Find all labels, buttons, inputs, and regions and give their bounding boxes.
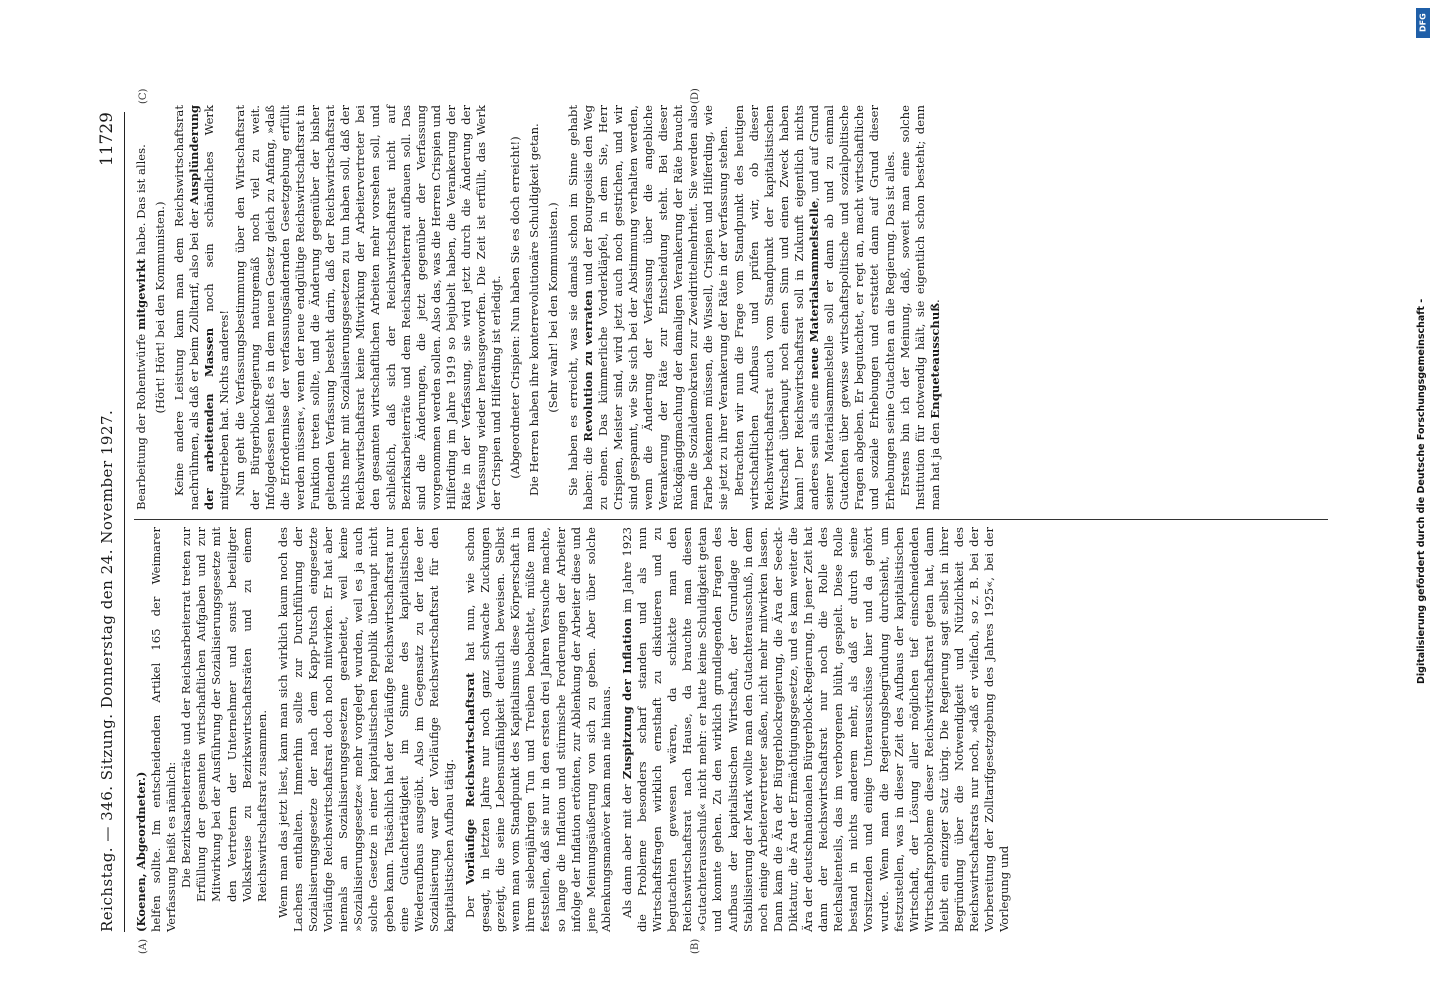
document-page <box>97 88 1338 962</box>
paragraph: Wenn man das jetzt liest, kann man sich wirklich kaum noch des Lachens enthalten. Immerhin sollte zur Durchführung der Sozialisierungsgesetze der nach dem Kapp-Putsch eingesetzte Vorläufige Reichswirtschaftsrat doch noch mitwirken. Er hat aber niemals an Sozialisierungsgesetzen gearbeitet, weil keine »Sozialisierungsgesetze« mehr vorgelegt wurden, weil es ja auch solche Gesetze in einer kapitalistischen Republik überhaupt nicht geben kann. Tatsächlich hat der Vorläufige Reichswirtschaftsrat nur eine Gutachtertätigkeit im Sinne des kapitalistischen Wiederaufbaus ausgeübt. Also im Gegensatz zu der Idee der Sozialisierung war der Vorläufige Reichswirtschaftsrat für den kapitalistischen Aufbau tätig. <box>275 527 456 932</box>
margin-marker-a: (A) <box>138 938 149 954</box>
page-number: 11729 <box>97 112 117 167</box>
margin-marker-b: (B) <box>690 938 701 954</box>
paragraph: Sie haben es erreicht, was sie damals schon im Sinne gehabt haben: die Revolution zu verraten und der Bourgeoisie den Weg zu ebnen. Das kümmerliche Vorderkläpfel, in dem Sie, Herr Crispien, Meister sind, wird jetzt auch noch gestrichen, und wir sind gespannt, wie Sie sich bei der Abstimmung verhalten werden, wenn die Änderung der Verfassung über die angebliche Verankerung der Räte zur Entscheidung steht. Bei dieser Rückgängigmachung der damaligen Verankerung der Räte braucht man die Sozialdemokraten zur Zweidrittelmehrheit. Sie werden also Farbe bekennen müssen, die Wissell, Crispien und Hilferding, wie sie jetzt zu ihrer Verankerung der Räte in der Verfassung stehen. <box>565 105 731 510</box>
paragraph: Als dann aber mit der Zuspitzung der Inflation im Jahre 1923 die Probleme besonders scharf standen und als nun Wirtschaftsfragen wirklich ernsthaft zu diskutieren und zu begutachten gewesen wären, da schickte man den Reichswirtschaftsrat nach Hause, da brauchte man diesen »Gutachterausschuß« nicht mehr: er hatte keine Schuldigkeit getan und konnte gehen. Zu den wirklich grundlegenden Fragen des Aufbaus der kapitalistischen Wirtschaft, der Grundlage der Stabilisierung der Mark wollte man den Gutachterausschuß, in dem noch einige Arbeitervertreter saßen, nicht mehr mitwirken lassen. Dann kam die Ära der Bürgerblockregierung, die Ära der Seeckt-Diktatur, die Ära der Ermächtigungsgesetze, und es kam weiter die Ära der deutschnationalen Bürgerblock-Regierung. In jener Zeit hat dann der Reichswirtschaftsrat nur noch die Rolle des Reichsaltenteils, das im verborgenen blüht, gespielt. Diese Rolle bestand in nichts anderem mehr, als daß er durch seine Vorsitzenden und einige Unterausschüsse hier und da gehört wurde. Wenn man die Regierungsbegründung durchsieht, um festzustellen, was in dieser Zeit des Aufbaus der kapitalistischen Wirtschaft, der Lösung aller möglichen tief einschneidenden Wirtschaftsprobleme dieser Reichswirtschaftsrat getan hat, dann bleibt ein einziger Satz übrig. Die Regierung sagt selbst in ihrer Begründung über die Notwendigkeit und Nützlichkeit des Reichswirtschaftsrats nur noch, »daß er vielfach, so z. B. bei der Vorbereitung der Zolltarifgesetzgebung des Jahres 1925«, bei der Vorlegung und <box>619 527 1012 932</box>
paragraph: Keine andere Leistung kann man dem Reichswirtschaftsrat nachrühmen, als daß er beim Zolltarif, also bei der Ausplünderung der arbeitenden Massen noch sein schändliches Werk mitgetrieben hat. Nichts anderes! <box>172 105 232 510</box>
speaker-label: (Koenen, Abgeordneter.) <box>134 771 148 932</box>
interjection: (Abgeordneter Crispien: Nun haben Sie es doch erreicht!) <box>508 136 523 479</box>
paragraph: Erstens bin ich der Meinung, daß, soweit man eine solche Institution für notwendig hält, sie eigentlich schon besteht; denn man hat ja den Enqueteausschuß. <box>897 105 942 510</box>
paragraph: Der Vorläufige Reichswirtschaftsrat hat nun, wie schon gesagt, in letzten Jahre nur noch ganz schwache Zuckungen gezeigt, die seine Lebensunfähigkeit deutlich beweisen. Selbst wenn man vom Standpunkt des Kapitalismus diese Körperschaft in ihrem siebenjährigen Tun und Treiben beobachtet, müßte man feststellen, daß sie nur in den ersten drei Jahren Versuche machte, so lange die Inflation und stürmische Forderungen der Arbeiter infolge der Inflation ertönten, zur Ablenkung der Arbeiter diese und jene Meinungsäußerung von sich zu geben. Aber über solche Ablenkungsmanöver kam man nie hinaus. <box>462 526 613 932</box>
paragraph: Bearbeitung der Rohentwürfe mitgewirkt habe. Das ist alles. <box>134 144 148 510</box>
paragraph: Betrachten wir nun die Frage vom Standpunkt des heutigen wirtschaftlichen Aufbaus und prüfen wir, ob dieser Reichswirtschaftsrat auch vom Standpunkt der kapitalistischen Wirtschaft überhaupt noch einen Sinn und einen Zweck haben kann! Der Reichswirtschaftsrat soll in Zukunft eigentlich nichts anderes sein als eine neue Materialsammelstelle, und auf Grund seiner Materialsammelstelle soll er dann ab und zu einmal Gutachten über gewisse wirtschaftspolitische und sozialpolitische Fragen abgeben. Er begutachtet, er regt an, macht wirtschaftliche und soziale Erhebungen und erstattet dann auf Grund dieser Erhebungen seine Gutachten an die Regierung. Das ist alles. <box>731 105 897 510</box>
margin-marker-d: (D) <box>690 88 701 104</box>
paragraph: Nun geht die Verfassungsbestimmung über den Wirtschaftsrat der Bürgerblockregierung naturgemäß noch viel zu weit. Infolgedessen heißt es in dem neuen Gesetz gleich zu Anfang, »daß die Erfordernisse der verfassungsändernden Gesetzgebung erfüllt werden müssen«, wenn der neue endgültige Reichswirtschaftsrat in Funktion treten sollte, und die Änderung gegenüber der bisher geltenden Verfassung besteht darin, daß der Reichswirtschaftsrat nichts mehr mit Sozialisierungsgesetzen zu tun haben soll, daß der Reichswirtschaftsrat keine Mitwirkung der Arbeitervertreter bei den gesamten wirtschaftlichen Arbeiten mehr vorsehen soll, und schließlich, daß sich der Reichswirtschaftsrat nicht auf Bezirksarbeiterräte und dem Reichsarbeiterrat aufbauen soll. Das sind die Änderungen, die jetzt gegenüber der Verfassung vorgenommen werden sollen. Also das, was die Herren Crispien und Hilferding im Jahre 1919 so bejubelt haben, die Verankerung der Räte in der Verfassung, sie wird jetzt durch die Änderung der Verfassung wieder herausgeworfen. Die Zeit ist erfüllt, das Werk der Crispien und Hilferding ist erledigt. <box>232 105 504 510</box>
paragraph: Die Herren haben ihre konterrevolutionäre Schuldigkeit getan. <box>527 123 542 496</box>
column-divider <box>134 519 1328 520</box>
paragraph: helfen sollte. Im entscheidenden Artikel 165 der Weimarer Verfassung heißt es nämlich: <box>149 527 179 932</box>
right-column <box>134 105 943 510</box>
left-column <box>134 527 1012 932</box>
dfg-logo: DFG <box>1416 8 1430 38</box>
page-header <box>98 112 125 932</box>
running-head: Reichstag. — 346. Sitzung. Donnerstag den 24. November 1927. <box>98 409 116 932</box>
interjection: (Hört! Hört! bei den Kommunisten.) <box>153 201 168 414</box>
digitization-credit: Digitalisierung gefördert durch die Deutsche Forschungsgemeinschaft - <box>1416 298 1427 684</box>
interjection: (Sehr wahr! bei den Kommunisten.) <box>546 202 561 413</box>
digitization-sidebar <box>1416 8 1430 992</box>
margin-marker-c: (C) <box>138 88 149 104</box>
quote-block: Die Bezirksarbeiterräte und der Reichsarbeiterrat treten zur Erfüllung der gesamten wirtschaftlichen Aufgaben und zur Mitwirkung bei der Ausführung der Sozialisierungsgesetze mit den Vertretern der Unternehmer und sonst beteiligter Volkskreise zu Bezirkswirtschaftsräten und zu einem Reichswirtschaftsrat zusammen. <box>179 527 269 902</box>
